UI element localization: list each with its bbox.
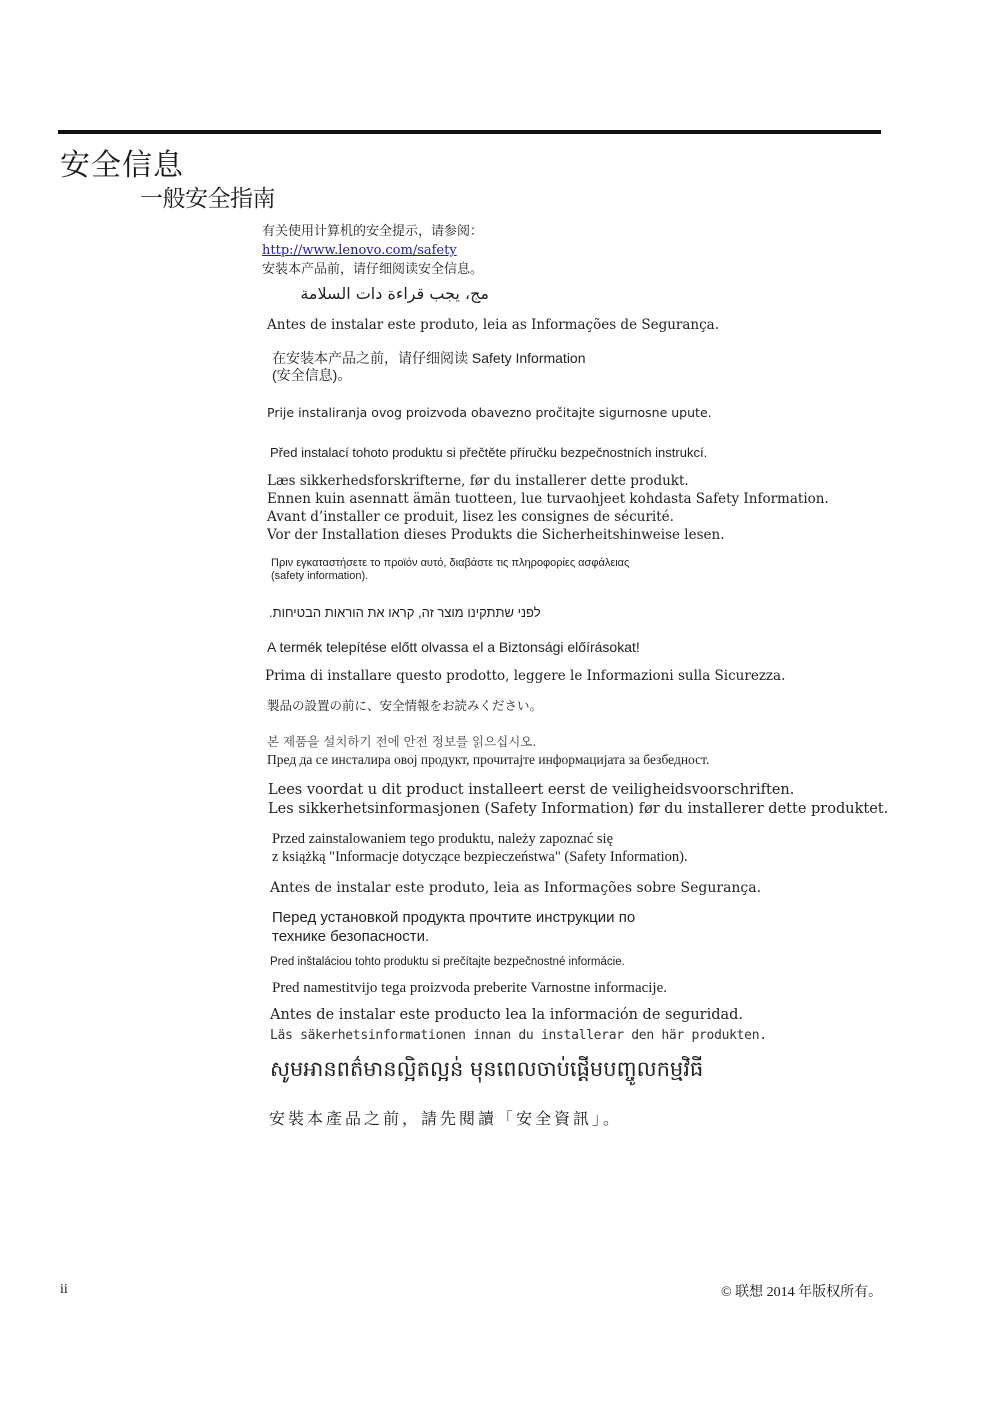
page-number: ii xyxy=(60,1282,68,1297)
intro-block xyxy=(262,222,483,279)
notice-line: 在安装本产品之前，请仔细阅读 Safety Information xyxy=(272,350,586,366)
notice-czech: Před instalací tohoto produktu si přečtěte příručku bezpečnostních instrukcí. xyxy=(270,445,708,460)
notice-slovenian: Pred namestitvijo tega proizvoda preberite Varnostne informacije. xyxy=(272,980,668,996)
notice-dutch: Lees voordat u dit product installeert eerst de veiligheidsvoorschriften. xyxy=(268,782,795,798)
page-title: 安全信息 xyxy=(60,148,184,183)
notice-hungarian: A termék telepítése előtt olvassa el a Biztonsági előírásokat! xyxy=(267,639,640,655)
notice-croatian: Prije instaliranja ovog proizvoda obavezno pročitajte sigurnosne upute. xyxy=(267,405,712,420)
notice-polish xyxy=(272,830,688,866)
notice-chinese-simplified xyxy=(272,350,586,384)
notice-line: (安全信息)。 xyxy=(272,367,352,383)
notice-spanish: Antes de instalar este producto lea la información de seguridad. xyxy=(270,1007,744,1023)
notice-japanese: 製品の設置の前に、安全情報をお読みください。 xyxy=(267,699,543,713)
notice-italian: Prima di installare questo prodotto, leggere le Informazioni sulla Sicurezza. xyxy=(265,668,786,684)
intro-line: 有关使用计算机的安全提示，请参阅： xyxy=(262,224,484,239)
safety-link[interactable]: http://www.lenovo.com/safety xyxy=(262,243,457,258)
notice-khmer: សូមអានពត៌មានល្អិតល្អន់ មុនពេលចាប់ផ្ដើមបញ្ចូលកម្មវិធី xyxy=(270,1057,704,1081)
section-title: 一般安全指南 xyxy=(140,186,275,212)
notice-line: Перед установкой продукта прочтите инструкции по xyxy=(272,909,636,926)
notice-norwegian: Les sikkerhetsinformasjonen (Safety Information) før du installerer dette produktet. xyxy=(268,801,889,817)
intro-line: 安装本产品前，请仔细阅读安全信息。 xyxy=(262,262,484,277)
notice-slovak: Pred inštaláciou tohto produktu si prečítajte bezpečnostné informácie. xyxy=(270,956,625,968)
notice-arabic: مج، يجب قراءة دات السلامة xyxy=(300,284,489,303)
copyright-notice: © 联想 2014 年版权所有。 xyxy=(721,1285,883,1300)
notice-line: технике безопасности. xyxy=(272,928,430,945)
notice-portuguese-br: Antes de instalar este produto, leia as Informações de Segurança. xyxy=(267,317,720,333)
notice-macedonian: Пред да се инсталира овој продукт, прочитајте информацијата за безбедност. xyxy=(267,752,710,767)
notice-korean: 본 제품을 설치하기 전에 안전 정보를 읽으십시오. xyxy=(267,734,537,749)
notice-nordic-block xyxy=(267,472,829,544)
notice-dutch-norwegian xyxy=(268,781,888,819)
notice-chinese-traditional: 安裝本產品之前，請先閱讀「安全資訊」。 xyxy=(269,1109,623,1128)
notice-line: z książką "Informacje dotyczące bezpieczeństwa" (Safety Information). xyxy=(272,849,688,865)
top-rule xyxy=(58,130,881,134)
notice-portuguese-pt: Antes de instalar este produto, leia as Informações sobre Segurança. xyxy=(270,880,762,896)
notice-german: Vor der Installation dieses Produkts die Sicherheitshinweise lesen. xyxy=(267,527,725,543)
notice-swedish: Läs säkerhetsinformationen innan du installerar den här produkten. xyxy=(270,1028,767,1043)
notice-line: (safety information). xyxy=(271,570,369,582)
notice-russian xyxy=(272,908,635,946)
notice-hebrew: לפני שתתקינו מוצר זה, קראו את הוראות הבטיחות. xyxy=(269,605,541,620)
notice-french: Avant d’installer ce produit, lisez les consignes de sécurité. xyxy=(267,509,674,525)
notice-danish: Læs sikkerhedsforskrifterne, før du installerer dette produkt. xyxy=(267,473,689,489)
notice-finnish: Ennen kuin asennatt ämän tuotteen, lue turvaohjeet kohdasta Safety Information. xyxy=(267,491,829,507)
notice-line: Πριν εγκαταστήσετε το προϊόν αυτό, διαβάστε τις πληροφορίες ασφάλειας xyxy=(271,557,630,569)
notice-greek xyxy=(271,557,629,583)
notice-line: Przed zainstalowaniem tego produktu, należy zapoznać się xyxy=(272,831,614,847)
